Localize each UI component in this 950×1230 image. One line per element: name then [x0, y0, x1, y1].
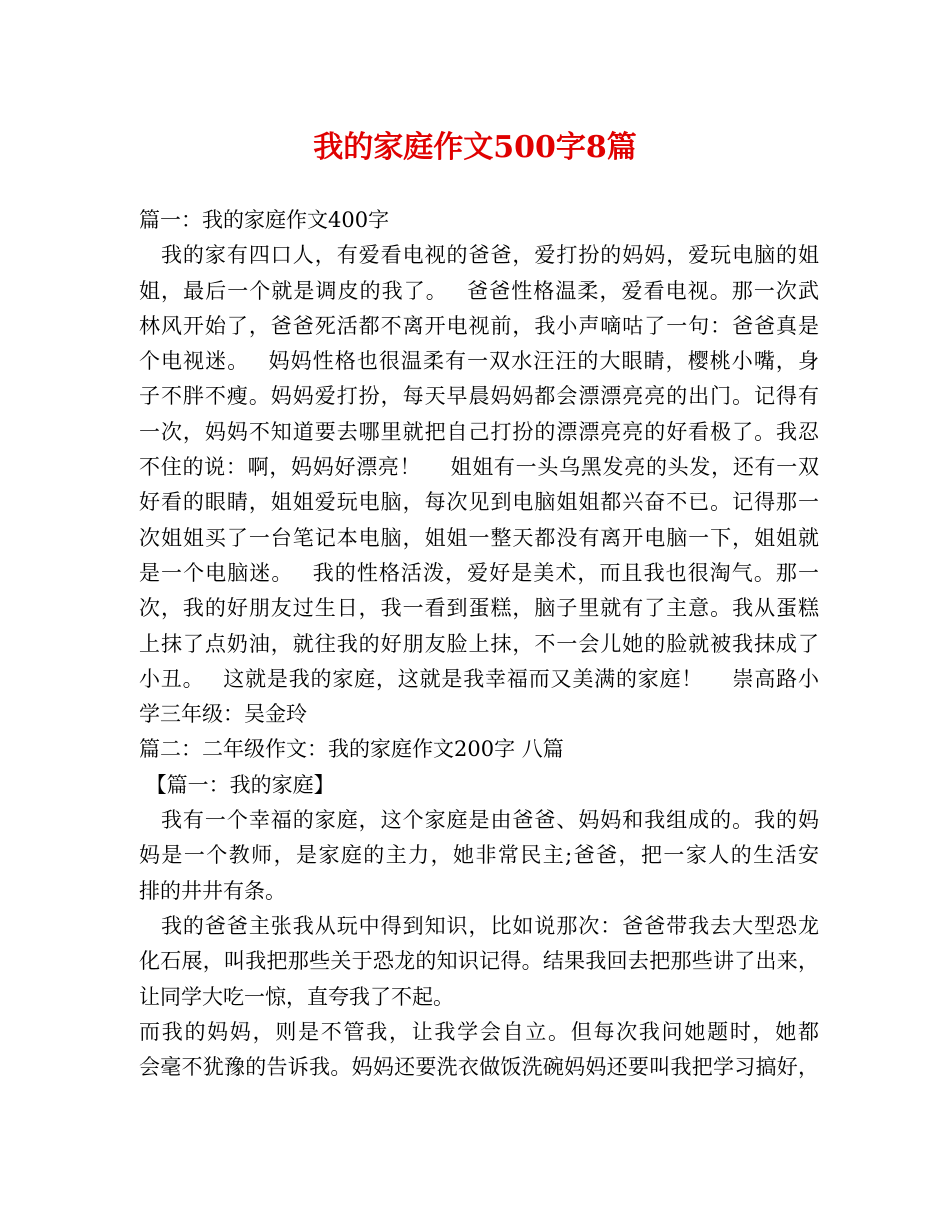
text-line: 会毫不犹豫的告诉我。妈妈还要洗衣做饭洗碗妈妈还要叫我把学习搞好，	[139, 1055, 819, 1080]
text-line: 化石展，叫我把那些关于恐龙的知识记得。结果我回去把那些讲了出来，	[139, 949, 819, 974]
text-line: 子不胖不瘦。妈妈爱打扮，每天早晨妈妈都会漂漂亮亮的出门。记得有	[139, 384, 819, 409]
document-title: 我的家庭作文500字8篇	[313, 130, 637, 165]
text-line: 好看的眼睛，姐姐爱玩电脑，每次见到电脑姐姐都兴奋不已。记得那一	[139, 490, 819, 515]
text-line: 上抹了点奶油，就往我的好朋友脸上抹，不一会儿她的脸就被我抹成了	[139, 631, 819, 656]
text-line: 【篇一：我的家庭】	[139, 772, 335, 797]
text-line: 而我的妈妈，则是不管我，让我学会自立。但每次我问她题时，她都	[139, 1019, 819, 1044]
text-line: 篇二：二年级作文：我的家庭作文200字 八篇	[139, 737, 564, 762]
document-body	[139, 203, 819, 1085]
text-line: 一次，妈妈不知道要去哪里就把自己打扮的漂漂亮亮的好看极了。我忍	[139, 419, 819, 444]
text-line: 小丑。 这就是我的家庭，这就是我幸福而又美满的家庭！ 崇高路小	[139, 666, 819, 691]
text-line: 林风开始了，爸爸死活都不离开电视前，我小声嘀咕了一句：爸爸真是	[139, 313, 819, 338]
text-line: 让同学大吃一惊，直夸我了不起。	[139, 984, 454, 1009]
text-line: 次，我的好朋友过生日，我一看到蛋糕，脑子里就有了主意。我从蛋糕	[139, 596, 819, 621]
text-line: 不住的说：啊，妈妈好漂亮！ 姐姐有一头乌黑发亮的头发，还有一双	[139, 455, 819, 480]
text-line: 排的井井有条。	[139, 878, 286, 903]
text-line: 次姐姐买了一台笔记本电脑，姐姐一整天都没有离开电脑一下，姐姐就	[139, 525, 819, 550]
text-line: 我的家有四口人，有爱看电视的爸爸，爱打扮的妈妈，爱玩电脑的姐	[139, 243, 819, 268]
text-line: 篇一：我的家庭作文400字	[139, 208, 390, 232]
text-line: 我的爸爸主张我从玩中得到知识，比如说那次：爸爸带我去大型恐龙	[139, 913, 819, 938]
text-line: 我有一个幸福的家庭，这个家庭是由爸爸、妈妈和我组成的。我的妈	[139, 808, 819, 833]
text-line: 学三年级：吴金玲	[139, 702, 307, 727]
text-line: 是一个电脑迷。 我的性格活泼，爱好是美术，而且我也很淘气。那一	[139, 560, 819, 585]
text-line: 姐，最后一个就是调皮的我了。 爸爸性格温柔，爱看电视。那一次武	[139, 278, 819, 303]
text-line: 妈是一个教师，是家庭的主力，她非常民主;爸爸，把一家人的生活安	[139, 843, 819, 868]
text-line: 个电视迷。 妈妈性格也很温柔有一双水汪汪的大眼睛，樱桃小嘴，身	[139, 349, 819, 374]
